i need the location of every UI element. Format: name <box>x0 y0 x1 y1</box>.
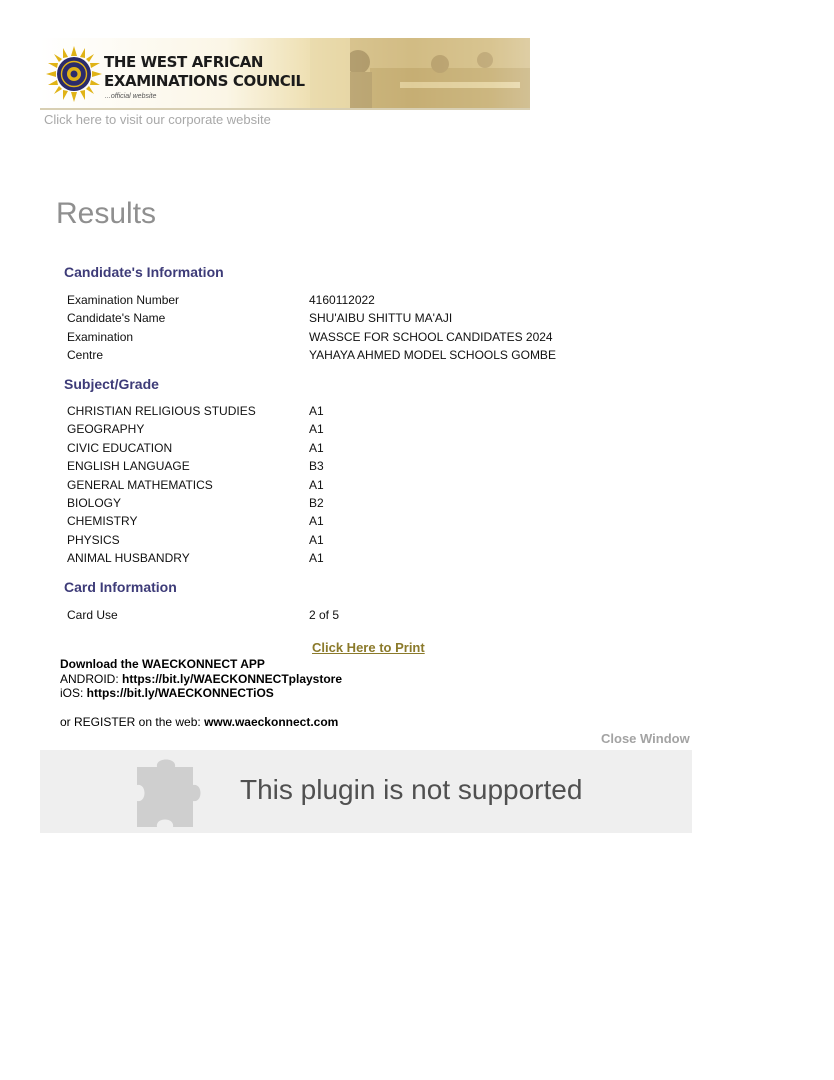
register-line <box>60 715 338 729</box>
subject-grade: A1 <box>309 478 324 492</box>
subject-row <box>67 439 627 457</box>
subject-row <box>67 420 627 438</box>
field-label: Examination Number <box>67 293 180 307</box>
print-link[interactable]: Click Here to Print <box>312 640 425 655</box>
subject-name: PHYSICS <box>67 533 120 547</box>
subject-row <box>67 549 627 567</box>
field-label: Centre <box>67 348 104 362</box>
candidate-field-row <box>67 309 627 327</box>
unsupported-plugin-box <box>40 750 692 833</box>
students-photo <box>310 38 530 108</box>
field-value: 2 of 5 <box>309 608 340 622</box>
subject-name: BIOLOGY <box>67 496 122 510</box>
organization-name-line1: THE WEST AFRICAN <box>104 53 264 71</box>
candidate-field-row <box>67 346 627 364</box>
candidate-info-heading: Candidate's Information <box>64 264 224 280</box>
android-label: ANDROID: <box>60 672 123 686</box>
subject-row <box>67 476 627 494</box>
puzzle-piece-icon <box>133 753 211 831</box>
ios-label: iOS: <box>60 686 87 700</box>
field-value: 4160112022 <box>309 293 375 307</box>
organization-name <box>104 53 305 91</box>
download-title-text: Download the WAECKONNECT APP <box>60 657 265 671</box>
android-download-line <box>60 672 342 686</box>
subject-grade: A1 <box>309 533 324 547</box>
plugin-message: This plugin is not supported <box>240 774 583 805</box>
subject-grade: A1 <box>309 441 324 455</box>
subject-row <box>67 531 627 549</box>
subject-name: GEOGRAPHY <box>67 422 145 436</box>
subject-name: CIVIC EDUCATION <box>67 441 173 455</box>
candidate-field-row <box>67 291 627 309</box>
subject-name: ANIMAL HUSBANDRY <box>67 551 190 565</box>
subject-row <box>67 512 627 530</box>
subject-name: ENGLISH LANGUAGE <box>67 459 190 473</box>
subject-name: CHRISTIAN RELIGIOUS STUDIES <box>67 404 256 418</box>
register-label: or REGISTER on the web: <box>60 715 205 729</box>
ios-link[interactable]: https://bit.ly/WAECKONNECTiOS <box>86 686 274 700</box>
subject-grade: B2 <box>309 496 324 510</box>
subject-grade: A1 <box>309 551 324 565</box>
ios-download-line <box>60 686 274 700</box>
subject-name: GENERAL MATHEMATICS <box>67 478 213 492</box>
subject-grade: B3 <box>309 459 324 473</box>
waec-banner[interactable] <box>40 38 530 110</box>
subject-row <box>67 494 627 512</box>
candidate-field-row <box>67 328 627 346</box>
subject-grade-heading: Subject/Grade <box>64 376 159 392</box>
corporate-website-link[interactable]: Click here to visit our corporate website <box>44 112 271 127</box>
card-info-heading: Card Information <box>64 579 177 595</box>
subject-grade: A1 <box>309 404 324 418</box>
field-label: Candidate's Name <box>67 311 166 325</box>
register-link[interactable]: www.waeckonnect.com <box>204 715 339 729</box>
organization-tagline: ...official website <box>105 93 157 100</box>
card-field-row <box>67 606 627 624</box>
field-value: YAHAYA AHMED MODEL SCHOOLS GOMBE <box>309 348 556 362</box>
field-value: SHU'AIBU SHITTU MA'AJI <box>309 311 453 325</box>
page-title: Results <box>56 197 157 230</box>
organization-name-line2: EXAMINATIONS COUNCIL <box>104 72 305 90</box>
subject-name: CHEMISTRY <box>67 514 138 528</box>
subject-grade: A1 <box>309 514 324 528</box>
waec-seal-logo <box>46 46 102 102</box>
close-window-link[interactable]: Close Window <box>601 731 690 746</box>
android-link[interactable]: https://bit.ly/WAECKONNECTplaystore <box>122 672 343 686</box>
download-app-title <box>60 657 265 671</box>
field-value: WASSCE FOR SCHOOL CANDIDATES 2024 <box>309 330 553 344</box>
field-label: Card Use <box>67 608 118 622</box>
subject-grade: A1 <box>309 422 324 436</box>
field-label: Examination <box>67 330 134 344</box>
subject-row <box>67 457 627 475</box>
subject-row <box>67 402 627 420</box>
